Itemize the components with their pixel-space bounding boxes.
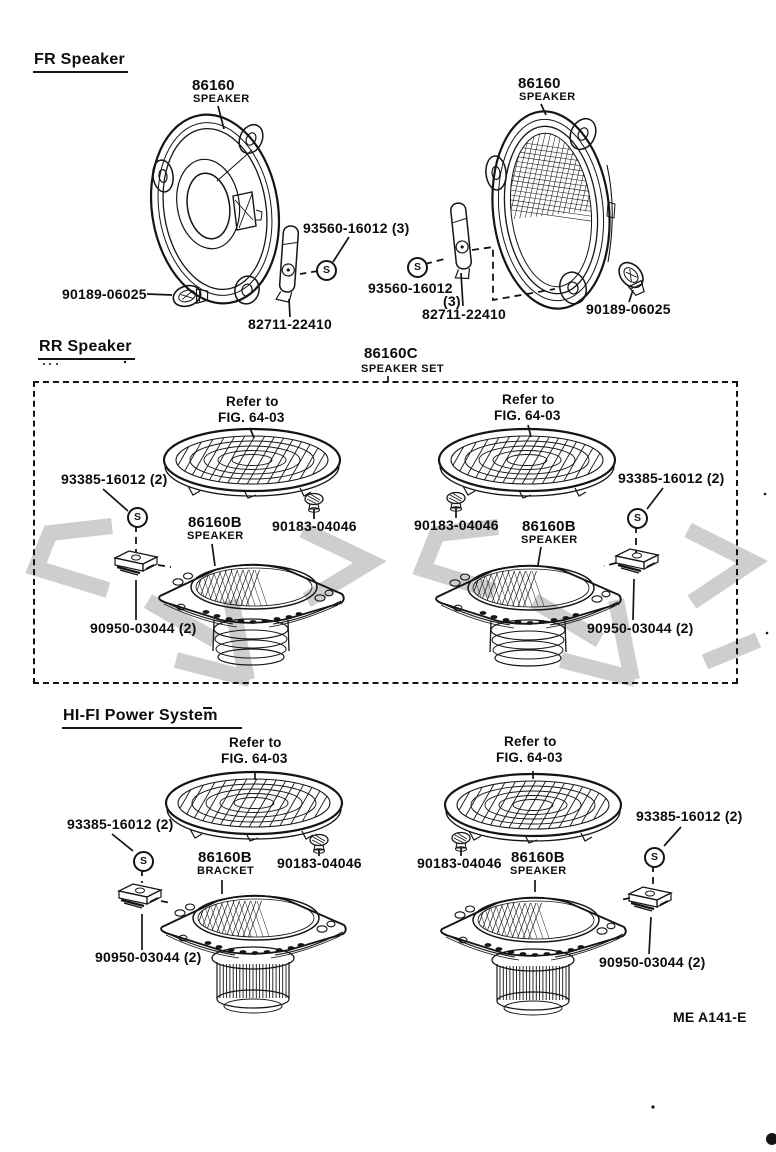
figure-code: ME A141-E <box>673 1009 747 1025</box>
hifi-right-cushion-illustration <box>629 887 671 911</box>
rr-right-part-number: 86160B <box>522 518 576 535</box>
fr-left-grommet-illustration <box>170 282 209 310</box>
hifi-left-part-name: BRACKET <box>197 865 255 877</box>
hifi-left-screw-label: 93385-16012 (2) <box>67 816 174 832</box>
hifi-right-grille-illustration <box>417 774 627 843</box>
fr-right-part-name: SPEAKER <box>519 91 576 103</box>
rr-left-part-name: SPEAKER <box>187 530 244 542</box>
rr-right-clip-label: 90183-04046 <box>414 517 499 533</box>
hifi-left-screw-marker <box>133 851 154 872</box>
hifi-right-refer-line1: Refer to <box>504 734 557 749</box>
hifi-left-clip-label: 90183-04046 <box>277 855 362 871</box>
hifi-right-screw-label: 93385-16012 (2) <box>636 808 743 824</box>
rr-left-clip-label: 90183-04046 <box>272 518 357 534</box>
hifi-right-refer-line2: FIG. 64-03 <box>496 750 563 765</box>
rr-right-screw-marker <box>627 508 648 529</box>
rr-right-cushion-label: 90950-03044 (2) <box>587 620 694 636</box>
rr-left-screw-label: 93385-16012 (2) <box>61 471 168 487</box>
fr-right-screw-marker <box>407 257 428 278</box>
fr-right-grommet-label: 90189-06025 <box>586 301 671 317</box>
screw-marker-letter: S <box>133 511 141 523</box>
fr-right-speaker-illustration <box>476 104 636 316</box>
hifi-left-refer-line2: FIG. 64-03 <box>221 751 288 766</box>
screw-marker-letter: S <box>139 855 147 867</box>
fr-right-screw-label: 93560-16012 <box>368 280 453 296</box>
hifi-right-screw-marker <box>644 847 665 868</box>
rr-right-part-name: SPEAKER <box>521 534 578 546</box>
fr-right-part-number: 86160 <box>518 75 561 92</box>
hifi-left-cushion-illustration <box>119 884 161 908</box>
rr-set-part-name: SPEAKER SET <box>361 363 445 375</box>
hifi-section-title <box>62 708 242 729</box>
fr-right-bracket-label: 82711-22410 <box>422 306 506 322</box>
fr-left-speaker-illustration <box>138 105 292 312</box>
fr-left-screw-label: 93560-16012 (3) <box>303 220 410 236</box>
rr-left-part-number: 86160B <box>188 514 242 531</box>
rr-section-title <box>38 339 135 360</box>
fr-left-bracket-label: 82711-22410 <box>248 316 332 332</box>
rr-left-cushion-label: 90950-03044 (2) <box>90 620 197 636</box>
fr-section-title <box>33 52 128 73</box>
rr-right-refer-line2: FIG. 64-03 <box>494 408 561 423</box>
screw-marker-letter: S <box>322 264 330 276</box>
fr-left-screw-marker <box>316 260 337 281</box>
fr-right-screw-qty: (3) <box>443 293 461 309</box>
hifi-right-part-number: 86160B <box>511 849 565 866</box>
hifi-right-part-name: SPEAKER <box>510 865 567 877</box>
hifi-left-cushion-label: 90950-03044 (2) <box>95 949 202 965</box>
hifi-section-title-text: HI-FI Power System <box>62 708 242 729</box>
hifi-left-refer-line1: Refer to <box>229 735 282 750</box>
screw-marker-letter: S <box>650 851 658 863</box>
rr-section-title-text: RR Speaker <box>38 339 135 360</box>
fr-left-part-name: SPEAKER <box>193 93 250 105</box>
rr-left-refer-line2: FIG. 64-03 <box>218 410 285 425</box>
fr-left-grommet-label: 90189-06025 <box>62 286 147 302</box>
rr-speaker-set-box <box>33 381 738 684</box>
fr-right-bracket-illustration <box>448 202 473 279</box>
screw-marker-letter: S <box>413 261 421 273</box>
fr-left-bracket-illustration <box>276 225 299 302</box>
rr-right-refer-line1: Refer to <box>502 392 555 407</box>
rr-right-screw-label: 93385-16012 (2) <box>618 470 725 486</box>
rr-set-part-number: 86160C <box>364 345 418 362</box>
screw-marker-letter: S <box>633 512 641 524</box>
fr-section-title-text: FR Speaker <box>33 52 128 73</box>
hifi-right-clip-label: 90183-04046 <box>417 855 502 871</box>
fr-left-part-number: 86160 <box>192 77 235 94</box>
rr-left-refer-line1: Refer to <box>226 394 279 409</box>
hifi-left-part-number: 86160B <box>198 849 252 866</box>
hifi-right-cushion-label: 90950-03044 (2) <box>599 954 706 970</box>
rr-left-screw-marker <box>127 507 148 528</box>
